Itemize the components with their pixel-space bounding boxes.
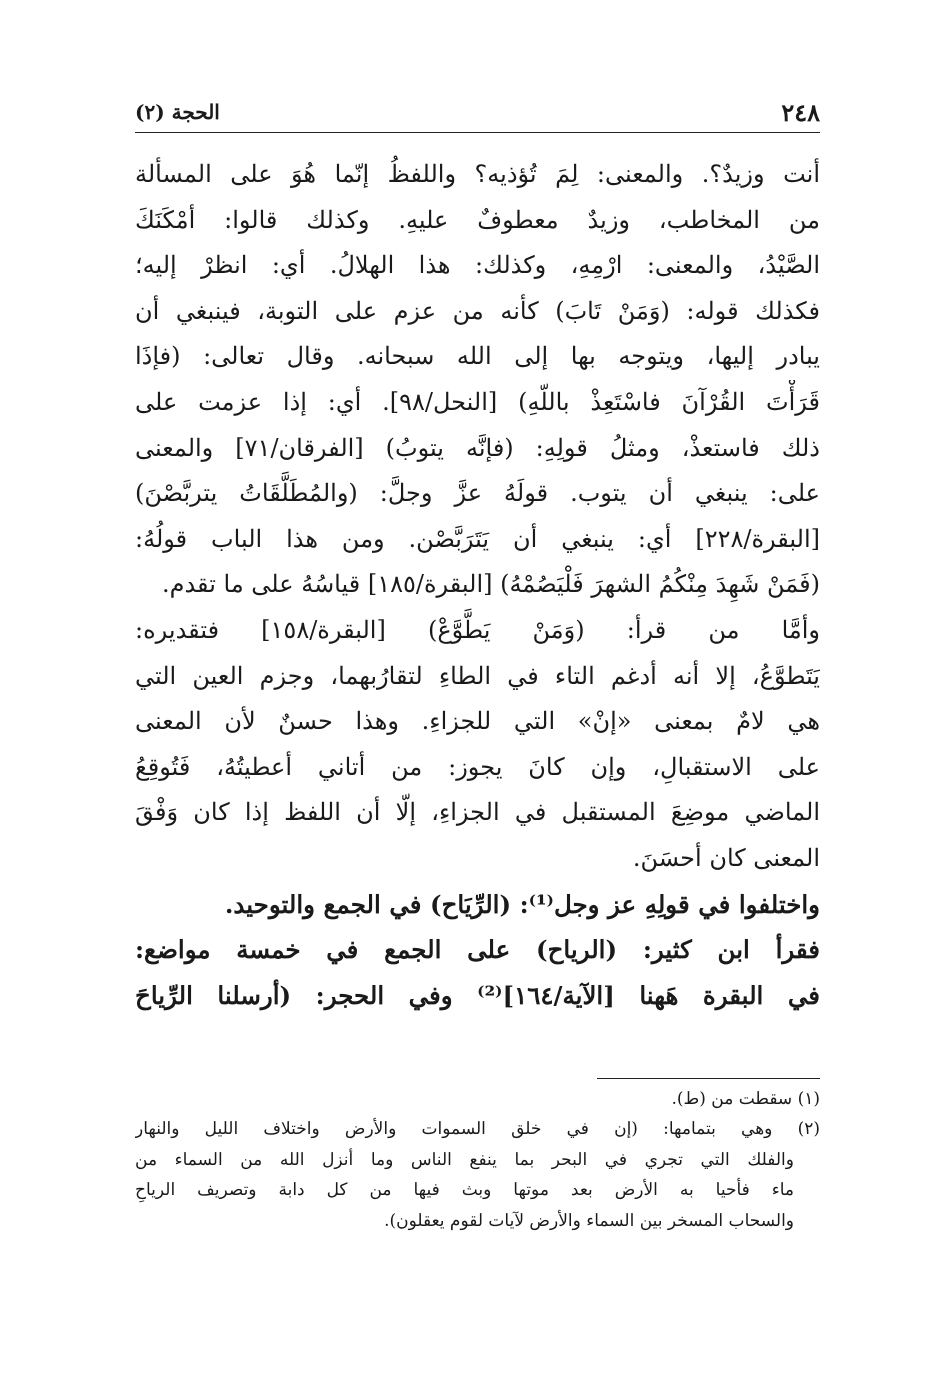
footnote-line: والسحاب المسخر بين السماء والأرض لآيات لقوم يعقلون). [384, 1210, 794, 1231]
body-line: الماضي موضِعَ المستقبل في الجزاءِ، إلّا أن اللفظ إذا كان وَفْقَ [135, 798, 820, 827]
body-line: على الاستقبالِ، وإن كانَ يجوز: من أتاني أعطيتُهُ، فَتُوقِعُ [135, 752, 820, 781]
body-line: يَتَطوَّعُ، إلا أنه أدغم التاء في الطاءِ لتقارُبهما، وجزم العين التي [135, 661, 820, 690]
footnote-line: (٢) وهي بتمامها: (إن في خلق السموات والأرض واختلاف الليل والنهار [135, 1119, 820, 1140]
body-line: [البقرة/٢٢٨] أي: ينبغي أن يَتَرَبَّصْن. ومن هذا الباب قولُهُ: [135, 524, 820, 553]
bold-line: في البقرة هَهنا [الآية/١٦٤]⁽²⁾ وفي الحجر: (أرسلنا الرِّياحَ [135, 980, 820, 1010]
body-line: قَرَأْتَ القُرْآنَ فاسْتَعِذْ باللّهِ) [النحل/٩٨]. أي: إذا عزمت على [135, 387, 820, 416]
footnote-divider [597, 1078, 820, 1079]
body-line: فكذلك قوله: (وَمَنْ تَابَ) كأنه من عزم على التوبة، فينبغي أن [135, 296, 820, 325]
section-heading: واختلفوا في قولِهِ عز وجل⁽¹⁾: (الرِّيَاح) في الجمع والتوحيد. [224, 889, 820, 919]
footnote-line: ماء فأحيا به الأرض بعد موتها وبث فيها من كل دابة وتصريف الرياحِ [135, 1180, 794, 1201]
body-line: المعنى كان أحسَنَ. [632, 843, 820, 872]
body-line: وأمَّا من قرأ: (وَمَنْ يَطَّوَّعْ) [البقرة/١٥٨] فتقديره: [135, 615, 820, 644]
footnote-line: والفلك التي تجري في البحر بما ينفع الناس وما أنزل الله من السماء من [135, 1149, 794, 1170]
footnotes [135, 1084, 820, 1236]
body-line: ذلك فاستعذْ، ومثلُ قولِهِ: (فإنَّه يتوبُ) [الفرقان/٧١] والمعنى [135, 433, 820, 462]
body-line: (فَمَنْ شَهِدَ مِنْكُمُ الشهرَ فَلْيَصُمْهُ) [البقرة/١٨٥] قياسُهُ على ما تقدم. [161, 570, 820, 599]
running-title: الحجة (٢) [135, 100, 220, 124]
body-line: من المخاطب، وزيدٌ معطوفٌ عليهِ. وكذلك قالوا: أمْكَنَكَ [135, 205, 820, 234]
body-line: على: ينبغي أن يتوب. قولَهُ عزَّ وجلَّ: (والمُطَلَّقَاتُ يتربَّصْنَ) [135, 479, 820, 508]
body-line: هي لامٌ بمعنى «إنْ» التي للجزاءِ. وهذا حسنٌ لأن المعنى [135, 707, 820, 736]
body-text [135, 152, 820, 1018]
body-line: يبادر إليها، ويتوجه بها إلى الله سبحانه. وقال تعالى: (فإذَا [135, 342, 820, 371]
page-header [135, 92, 820, 133]
footnote-line: (١) سقطت من (ط). [671, 1089, 820, 1109]
body-line: أنت وزيدٌ؟. والمعنى: لِمَ تُؤذيه؟ واللفظُ إنّما هُوَ على المسألة [135, 160, 820, 188]
body-line: الصَّيْدُ، والمعنى: ارْمِهِ، وكذلك: هذا الهلالُ. أي: انظرْ إليه؛ [135, 251, 820, 280]
page-number: ٢٤٨ [781, 98, 820, 127]
bold-line: فقرأ ابن كثير: (الرياح) على الجمع في خمسة مواضع: [135, 935, 820, 965]
